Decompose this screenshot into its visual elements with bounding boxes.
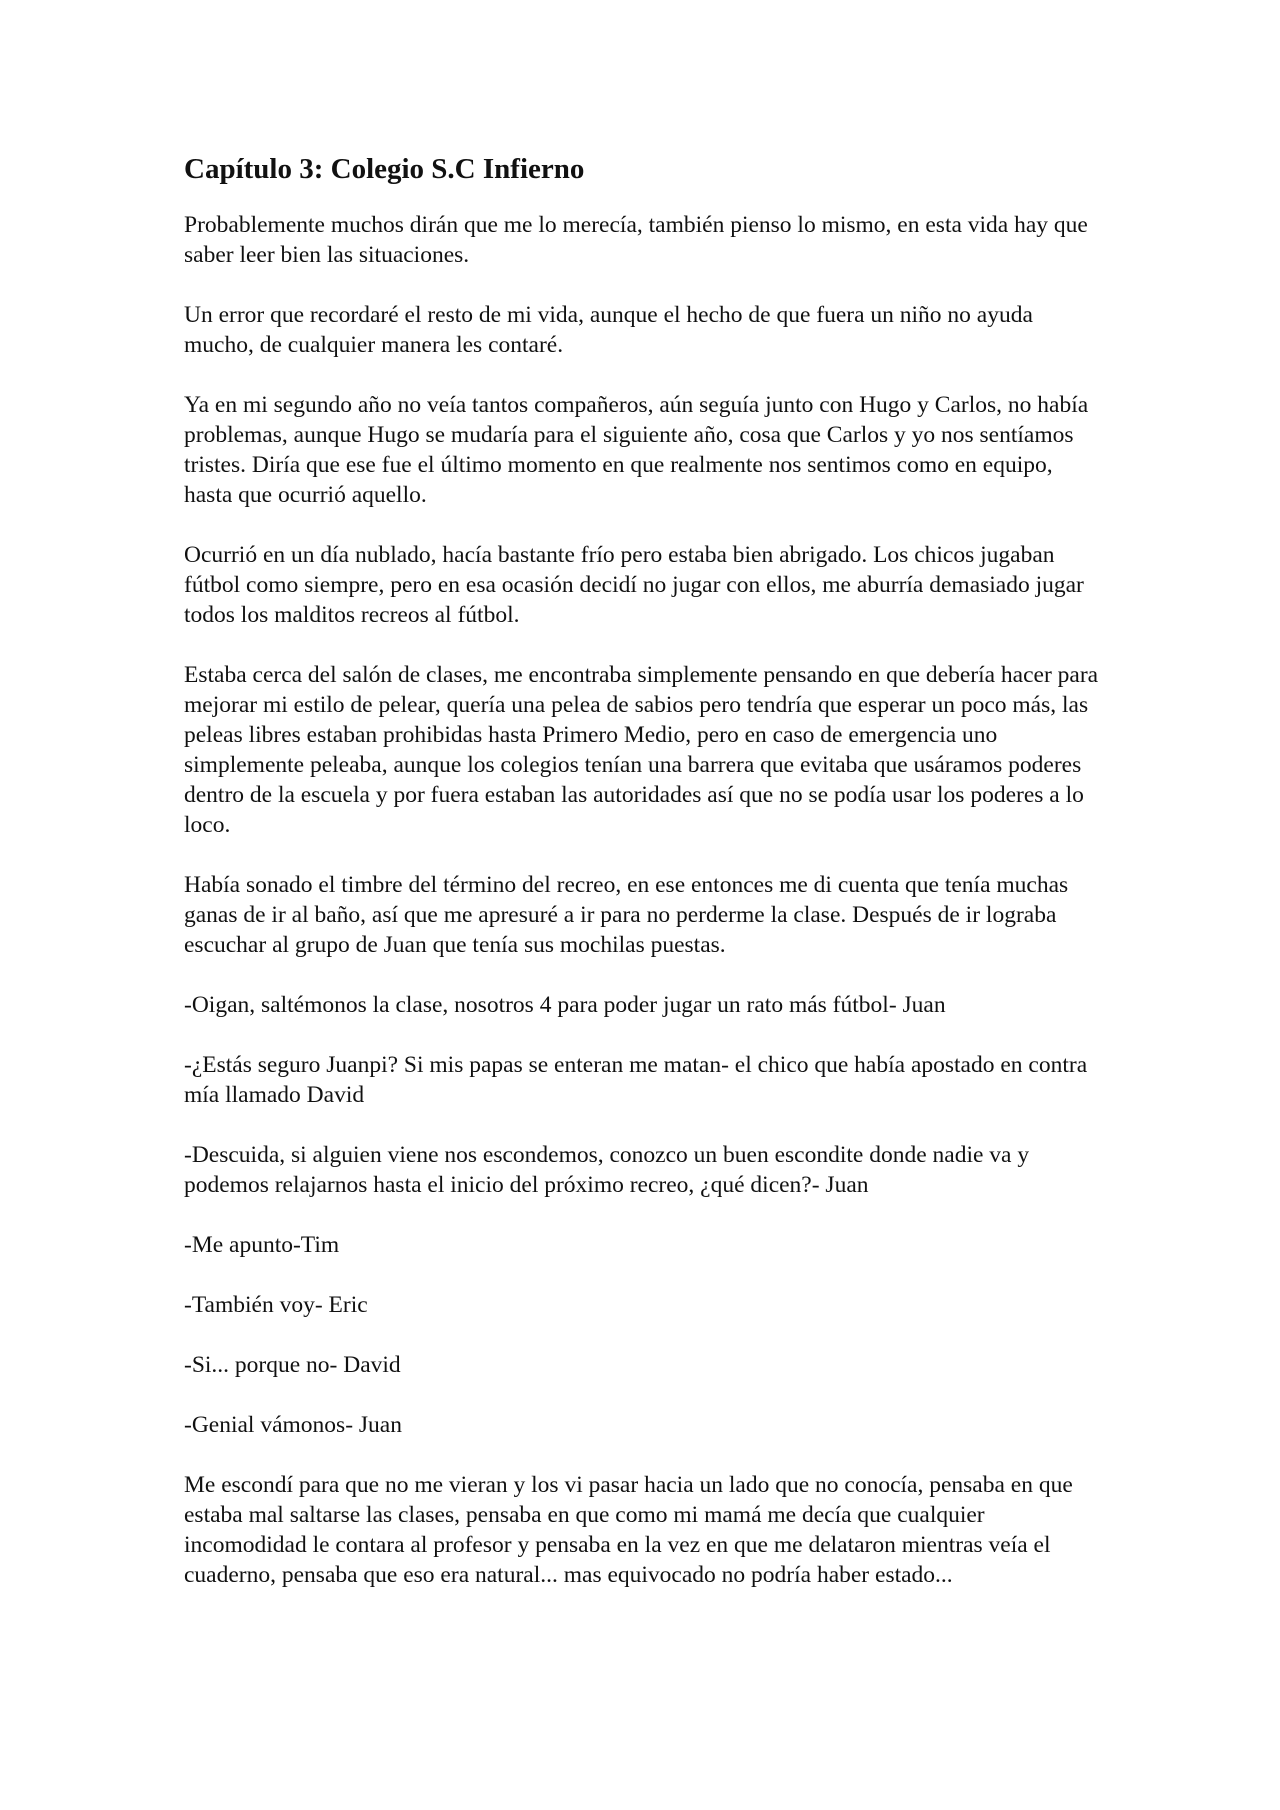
dialogue-line: -Descuida, si alguien viene nos escondemos, conozco un buen escondite donde nadie va y podemos relajarnos hasta el inicio del próximo recreo, ¿qué dicen?- Juan [184, 1142, 1030, 1198]
dialogue-line: -Me apunto-Tim [184, 1232, 340, 1258]
paragraph: Ocurrió en un día nublado, hacía bastante frío pero estaba bien abrigado. Los chicos jugaban fútbol como siempre, pero en esa ocasión decidí no jugar con ellos, me aburría demasiado jugar todos los malditos recreos al fútbol. [184, 542, 1084, 628]
dialogue-line: -Si... porque no- David [184, 1352, 401, 1378]
paragraph: Probablemente muchos dirán que me lo merecía, también pienso lo mismo, en esta vida hay que saber leer bien las situaciones. [184, 212, 1088, 268]
dialogue-line: -Oigan, saltémonos la clase, nosotros 4 para poder jugar un rato más fútbol- Juan [184, 992, 946, 1018]
paragraph: Estaba cerca del salón de clases, me encontraba simplemente pensando en que debería hacer para mejorar mi estilo de pelear, quería una pelea de sabios pero tendría que esperar un poco más, las peleas libres estaban prohibidas hasta Primero Medio, pero en caso de emergencia uno simplemente peleaba, aunque los colegios tenían una barrera que evitaba que usáramos poderes dentro de la escuela y por fuera estaban las autoridades así que no se podía usar los poderes a lo loco. [184, 662, 1099, 838]
dialogue-line: -¿Estás seguro Juanpi? Si mis papas se enteran me matan- el chico que había apostado en contra mía llamado David [184, 1052, 1088, 1108]
dialogue-line: -También voy- Eric [184, 1292, 368, 1318]
dialogue-line: -Genial vámonos- Juan [184, 1412, 402, 1438]
document-page [184, 150, 1104, 1620]
paragraph: Ya en mi segundo año no veía tantos compañeros, aún seguía junto con Hugo y Carlos, no había problemas, aunque Hugo se mudaría para el siguiente año, cosa que Carlos y yo nos sentíamos tristes. Diría que ese fue el último momento en que realmente nos sentimos como en equipo, hasta que ocurrió aquello. [184, 392, 1089, 508]
paragraph: Me escondí para que no me vieran y los vi pasar hacia un lado que no conocía, pensaba en que estaba mal saltarse las clases, pensaba en que como mi mamá me decía que cualquier incomodidad le contara al profesor y pensaba en la vez en que me delataron mientras veía el cuaderno, pensaba que eso era natural... mas equivocado no podría haber estado... [184, 1472, 1073, 1588]
paragraph: Un error que recordaré el resto de mi vida, aunque el hecho de que fuera un niño no ayuda mucho, de cualquier manera les contaré. [184, 302, 1033, 358]
paragraph: Había sonado el timbre del término del recreo, en ese entonces me di cuenta que tenía muchas ganas de ir al baño, así que me apresuré a ir para no perderme la clase. Después de ir lograba escuchar al grupo de Juan que tenía sus mochilas puestas. [184, 872, 1069, 958]
chapter-title: Capítulo 3: Colegio S.C Infierno [184, 153, 585, 185]
